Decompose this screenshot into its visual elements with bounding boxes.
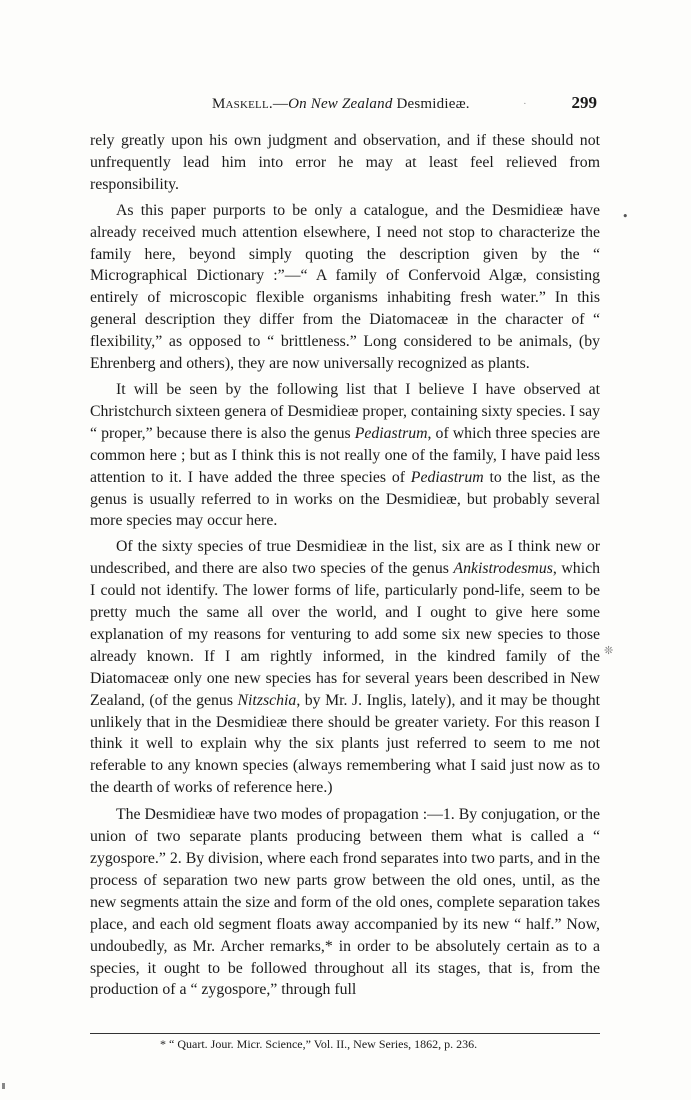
- paragraph-text: rely greatly upon his own judgment and observation, and if these should not unfrequently lead him into error he may at least feel relieved from responsibility.: [90, 132, 600, 193]
- scan-edge-mark: [2, 1083, 5, 1089]
- paragraph-text: , by Mr. J. Inglis, lately), and it may be thought unlikely that in the Desmidieæ there should be greater variety. For this reason I think it well to explain why the six plants just referred to seem to me not referable to any known species (always remembering what I said just now as to the dearth of works of reference here.): [90, 691, 600, 797]
- italic-genus-name: Ankistrodesmus: [453, 560, 553, 578]
- paragraph-3: [90, 379, 600, 532]
- paragraph-text: The Desmidieæ have two modes of propagation :—1. By conjugation, or the union of two separate plants producing between them what is called a “ zygospore.” 2. By division, where each frond separates into two parts, and in the process of separation two new parts grow between the old ones, until, as the new segments attain the size and form of the old ones, complete separation takes place, and each old segment floats away accompanied by its new “ half.” Now, undoubedly, as Mr. Archer remarks,* in order to be absolutely certain as to a species, it ought to be followed throughout all its stages, that is, from the production of a “ zygospore,” through full: [90, 806, 600, 999]
- running-head: [212, 96, 470, 113]
- paragraph-text: , which I could not identify. The lower forms of life, particularly pond-life, seem to be pretty much the same all over the world, and I ought to give here some explanation of my reasons for venturing to add some six new species to those already known. If I am rightly informed, in the kindred family of the Diatomaceæ only one new species has for several years been described in New Zealand, (of the genus: [90, 560, 600, 709]
- author-name: Maskell: [212, 96, 269, 112]
- italic-genus-name: Pediastrum: [410, 468, 484, 486]
- paragraph-2: [90, 200, 600, 375]
- header-title-roman: Desmidieæ.: [396, 96, 470, 112]
- margin-asterisk-mark: ❊: [604, 644, 614, 657]
- paragraph-5: [90, 804, 600, 1001]
- paragraph-4: [90, 536, 600, 799]
- footnote-rule: [90, 1033, 600, 1034]
- footnote: * “ Quart. Jour. Micr. Science,” Vol. II., New Series, 1862, p. 236.: [160, 1037, 478, 1051]
- paragraph-text: It will be seen by the following list that I believe I have observed at Christchurch sixteen genera of Desmidieæ proper, containing sixty species. I say “ proper,” because there is also the genus: [90, 380, 600, 442]
- header-dash: .—: [268, 96, 289, 112]
- italic-genus-name: Pediastrum: [354, 424, 428, 442]
- header-title-italic: On New Zealand: [288, 96, 393, 112]
- body-text: [90, 130, 600, 1001]
- page-header: [90, 93, 600, 116]
- paragraph-text: As this paper purports to be only a catalogue, and the Desmidieæ have already received much attention elsewhere, I need not stop to characterize the family here, beyond simply quoting the description given by the “ Micrographical Dictionary :”—“ A family of Confervoid Algæ, consisting entirely of microscopic flexible organisms inhabiting fresh water.” In this general description they differ from the Diatomaceæ in the character of “ flexibility,” as opposed to “ brittleness.” Long considered to be animals, (by Ehrenberg and others), they are now universally recognized as plants.: [90, 201, 600, 373]
- italic-genus-name: Nitzschia: [237, 691, 297, 709]
- paragraph-text: to the list, as the genus is usually referred to in works on the Desmidieæ, but probably several more species may occur here.: [90, 468, 600, 530]
- page-number: 299: [571, 93, 597, 112]
- margin-dot-mark: •: [622, 210, 629, 223]
- paragraph-text: Of the sixty species of true Desmidieæ in the list, six are as I think new or undescribed, and there are also two species of the genus: [90, 538, 600, 578]
- header-smudge-mark: ·: [523, 98, 527, 110]
- paragraph-text: , of which three species are common here ; but as I think this is not really one of the family, I have paid less attention to it. I have added the three species of: [90, 424, 600, 486]
- paragraph-1: [90, 130, 600, 196]
